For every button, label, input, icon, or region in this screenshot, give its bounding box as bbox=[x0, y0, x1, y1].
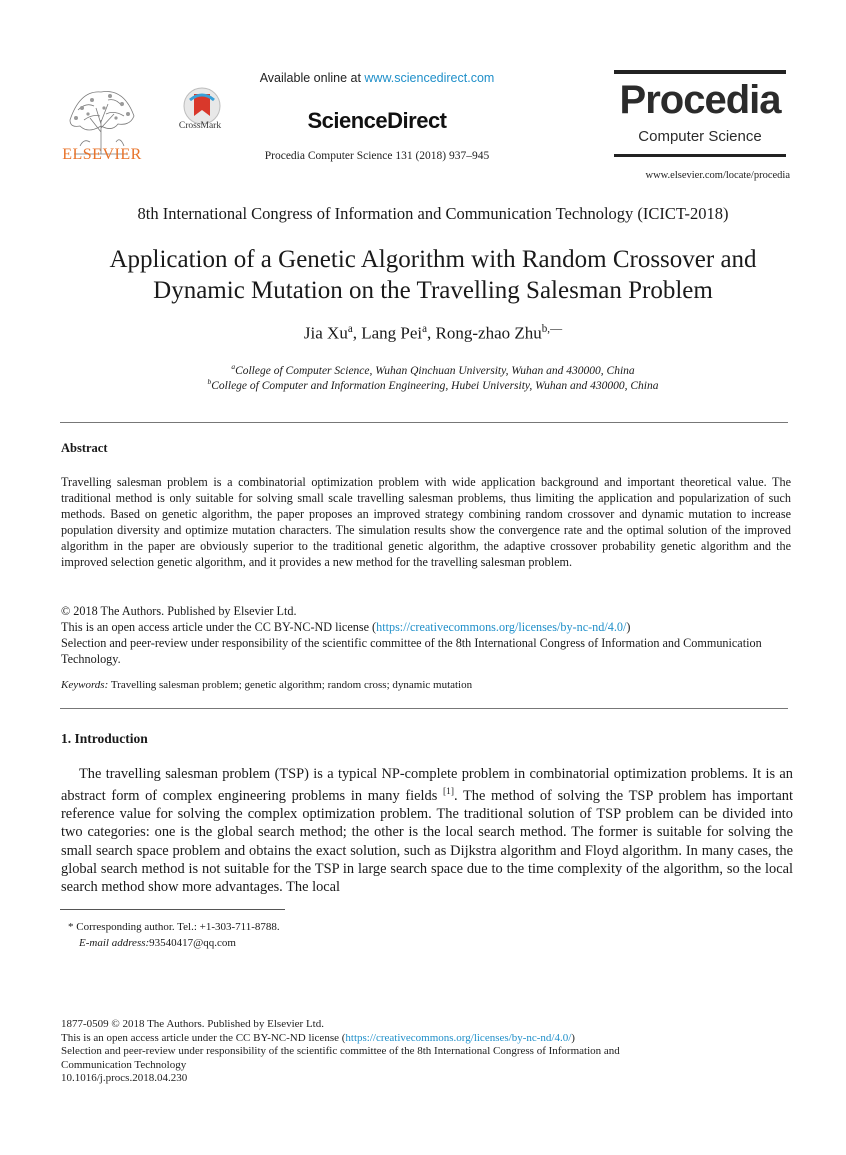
procedia-logo bbox=[614, 70, 786, 165]
footer-license-text: This is an open access article under the CC BY-NC-ND license ( bbox=[61, 1031, 346, 1044]
peer-review-line: Selection and peer-review under responsibility of the scientific committee of the 8th International Congress of Information and Communication Technology. bbox=[61, 636, 762, 666]
footer-license-line bbox=[61, 1032, 791, 1046]
available-online-line bbox=[232, 71, 522, 85]
procedia-wordmark: Procedia bbox=[619, 78, 781, 122]
sciencedirect-wordmark: ScienceDirect bbox=[307, 108, 447, 133]
divider bbox=[60, 708, 788, 709]
email-label: E-mail address: bbox=[79, 937, 150, 949]
page-footer bbox=[61, 1018, 791, 1086]
keywords-line bbox=[61, 679, 791, 691]
paper-title-line-1: Application of a Genetic Algorithm with Random Crossover and bbox=[109, 246, 757, 273]
keywords-label: Keywords: bbox=[61, 679, 109, 691]
email-address[interactable]: 93540417@qq.com bbox=[149, 937, 236, 949]
doi-line[interactable]: 10.1016/j.procs.2018.04.230 bbox=[61, 1072, 188, 1085]
license-link[interactable]: https://creativecommons.org/licenses/by-nc-nd/4.0/ bbox=[376, 620, 627, 634]
author-name: Rong-zhao Zhu bbox=[435, 323, 542, 343]
copyright-line: © 2018 The Authors. Published by Elsevier Ltd. bbox=[61, 604, 297, 618]
footer-license-close: ) bbox=[571, 1031, 575, 1044]
author-name: Lang Pei bbox=[361, 323, 423, 343]
author-affiliation-mark: b, bbox=[541, 323, 551, 335]
license-line bbox=[61, 619, 791, 635]
footer-peer-review-line-1: Selection and peer-review under responsibility of the scientific committee of the 8th International Congress of Information and bbox=[61, 1045, 620, 1058]
citation-1[interactable]: [1] bbox=[443, 787, 454, 798]
intro-text-part-2: . The method of solving the TSP problem has important reference value for solving the complex optimization problem. The traditional solution of TSP problem can be divided into two categories: one is the global search method; the other is the local search method. The former is suitable for solving the small search space problem and obtains the exact solution, such as Dijkstra algorithm and Floyd algorithm. In many cases, the global search method is not suitable for the TSP in large search space due to the time complexity of the algorithm, so the local search method show more advantages. The local bbox=[61, 788, 793, 896]
abstract-heading: Abstract bbox=[61, 441, 108, 455]
conference-name: 8th International Congress of Information and Communication Technology (ICICT-2018) bbox=[137, 204, 729, 223]
procedia-subtitle: Computer Science bbox=[638, 128, 762, 145]
journal-url[interactable]: www.elsevier.com/locate/procedia bbox=[645, 170, 790, 181]
footnote-rule bbox=[60, 909, 285, 910]
corresponding-author-dash: — bbox=[550, 321, 563, 335]
journal-reference: Procedia Computer Science 131 (2018) 937–945 bbox=[264, 150, 490, 162]
procedia-top-rule bbox=[614, 70, 786, 74]
abstract-body: Travelling salesman problem is a combinatorial optimization problem with wide application background and important theoretical value. The traditional method is only suitable for solving small scale travelling salesman problems, thus limiting the application and popularization of such methods. Based on genetic algorithm, the paper proposes an improved strategy combining random crossover and dynamic mutation to increase population diversity and optimize mutation characters. The simulation results show the convergence rate and the optimal solution of the improved algorithm in the paper are obviously superior to the traditional genetic algorithm, the adaptive crossover probability genetic algorithm and the improved selection genetic algorithm, and it provides a new method for the travelling salesman problem. bbox=[61, 475, 791, 570]
issn-line: 1877-0509 © 2018 The Authors. Published by Elsevier Ltd. bbox=[61, 1018, 324, 1030]
author-affiliation-mark: a bbox=[422, 323, 428, 335]
affiliation-a bbox=[40, 362, 826, 377]
footer-license-link[interactable]: https://creativecommons.org/licenses/by-nc-nd/4.0/ bbox=[345, 1031, 572, 1044]
author-list: Jia Xu$^a$, Lang Pei$^a$, Rong-zhao Zhu$^{b,—}$ bbox=[303, 321, 563, 343]
affiliation-mark: b bbox=[207, 377, 212, 386]
affiliation-b bbox=[40, 377, 826, 392]
author-affiliation-mark: a bbox=[347, 323, 353, 335]
crossmark-label: CrossMark bbox=[178, 121, 222, 131]
footer-peer-review-line-2: Communication Technology bbox=[61, 1058, 187, 1071]
license-text: This is an open access article under the CC BY-NC-ND license ( bbox=[61, 620, 377, 634]
corresponding-author-note: * Corresponding author. Tel.: +1-303-711-8788. bbox=[68, 921, 280, 933]
paper-title bbox=[40, 244, 826, 306]
affiliation-text: College of Computer Science, Wuhan Qinchuan University, Wuhan and 430000, China bbox=[235, 364, 635, 377]
intro-text-part-1: The travelling salesman problem (TSP) is a typical NP-complete problem in combinatorial optimization problems. It is an abstract form of complex engineering problems in many fields bbox=[61, 766, 793, 804]
email-note bbox=[79, 937, 236, 949]
elsevier-wordmark: ELSEVIER bbox=[62, 146, 142, 163]
section-heading-introduction: 1. Introduction bbox=[61, 731, 148, 746]
introduction-paragraph bbox=[61, 765, 793, 896]
affiliation-mark: a bbox=[231, 362, 236, 371]
keywords-list: Travelling salesman problem; genetic algorithm; random cross; dynamic mutation bbox=[108, 679, 473, 691]
divider bbox=[60, 422, 788, 423]
available-online-text: Available online at bbox=[259, 71, 365, 85]
paper-title-line-2: Dynamic Mutation on the Travelling Salesman Problem bbox=[153, 277, 713, 304]
author-name: Jia Xu bbox=[303, 323, 348, 343]
procedia-bottom-rule bbox=[614, 154, 786, 157]
copyright-block bbox=[61, 603, 791, 667]
license-close: ) bbox=[626, 620, 631, 634]
sciencedirect-link[interactable]: www.sciencedirect.com bbox=[364, 71, 495, 85]
affiliation-text: College of Computer and Information Engineering, Hubei University, Wuhan and 430000, China bbox=[211, 379, 659, 392]
